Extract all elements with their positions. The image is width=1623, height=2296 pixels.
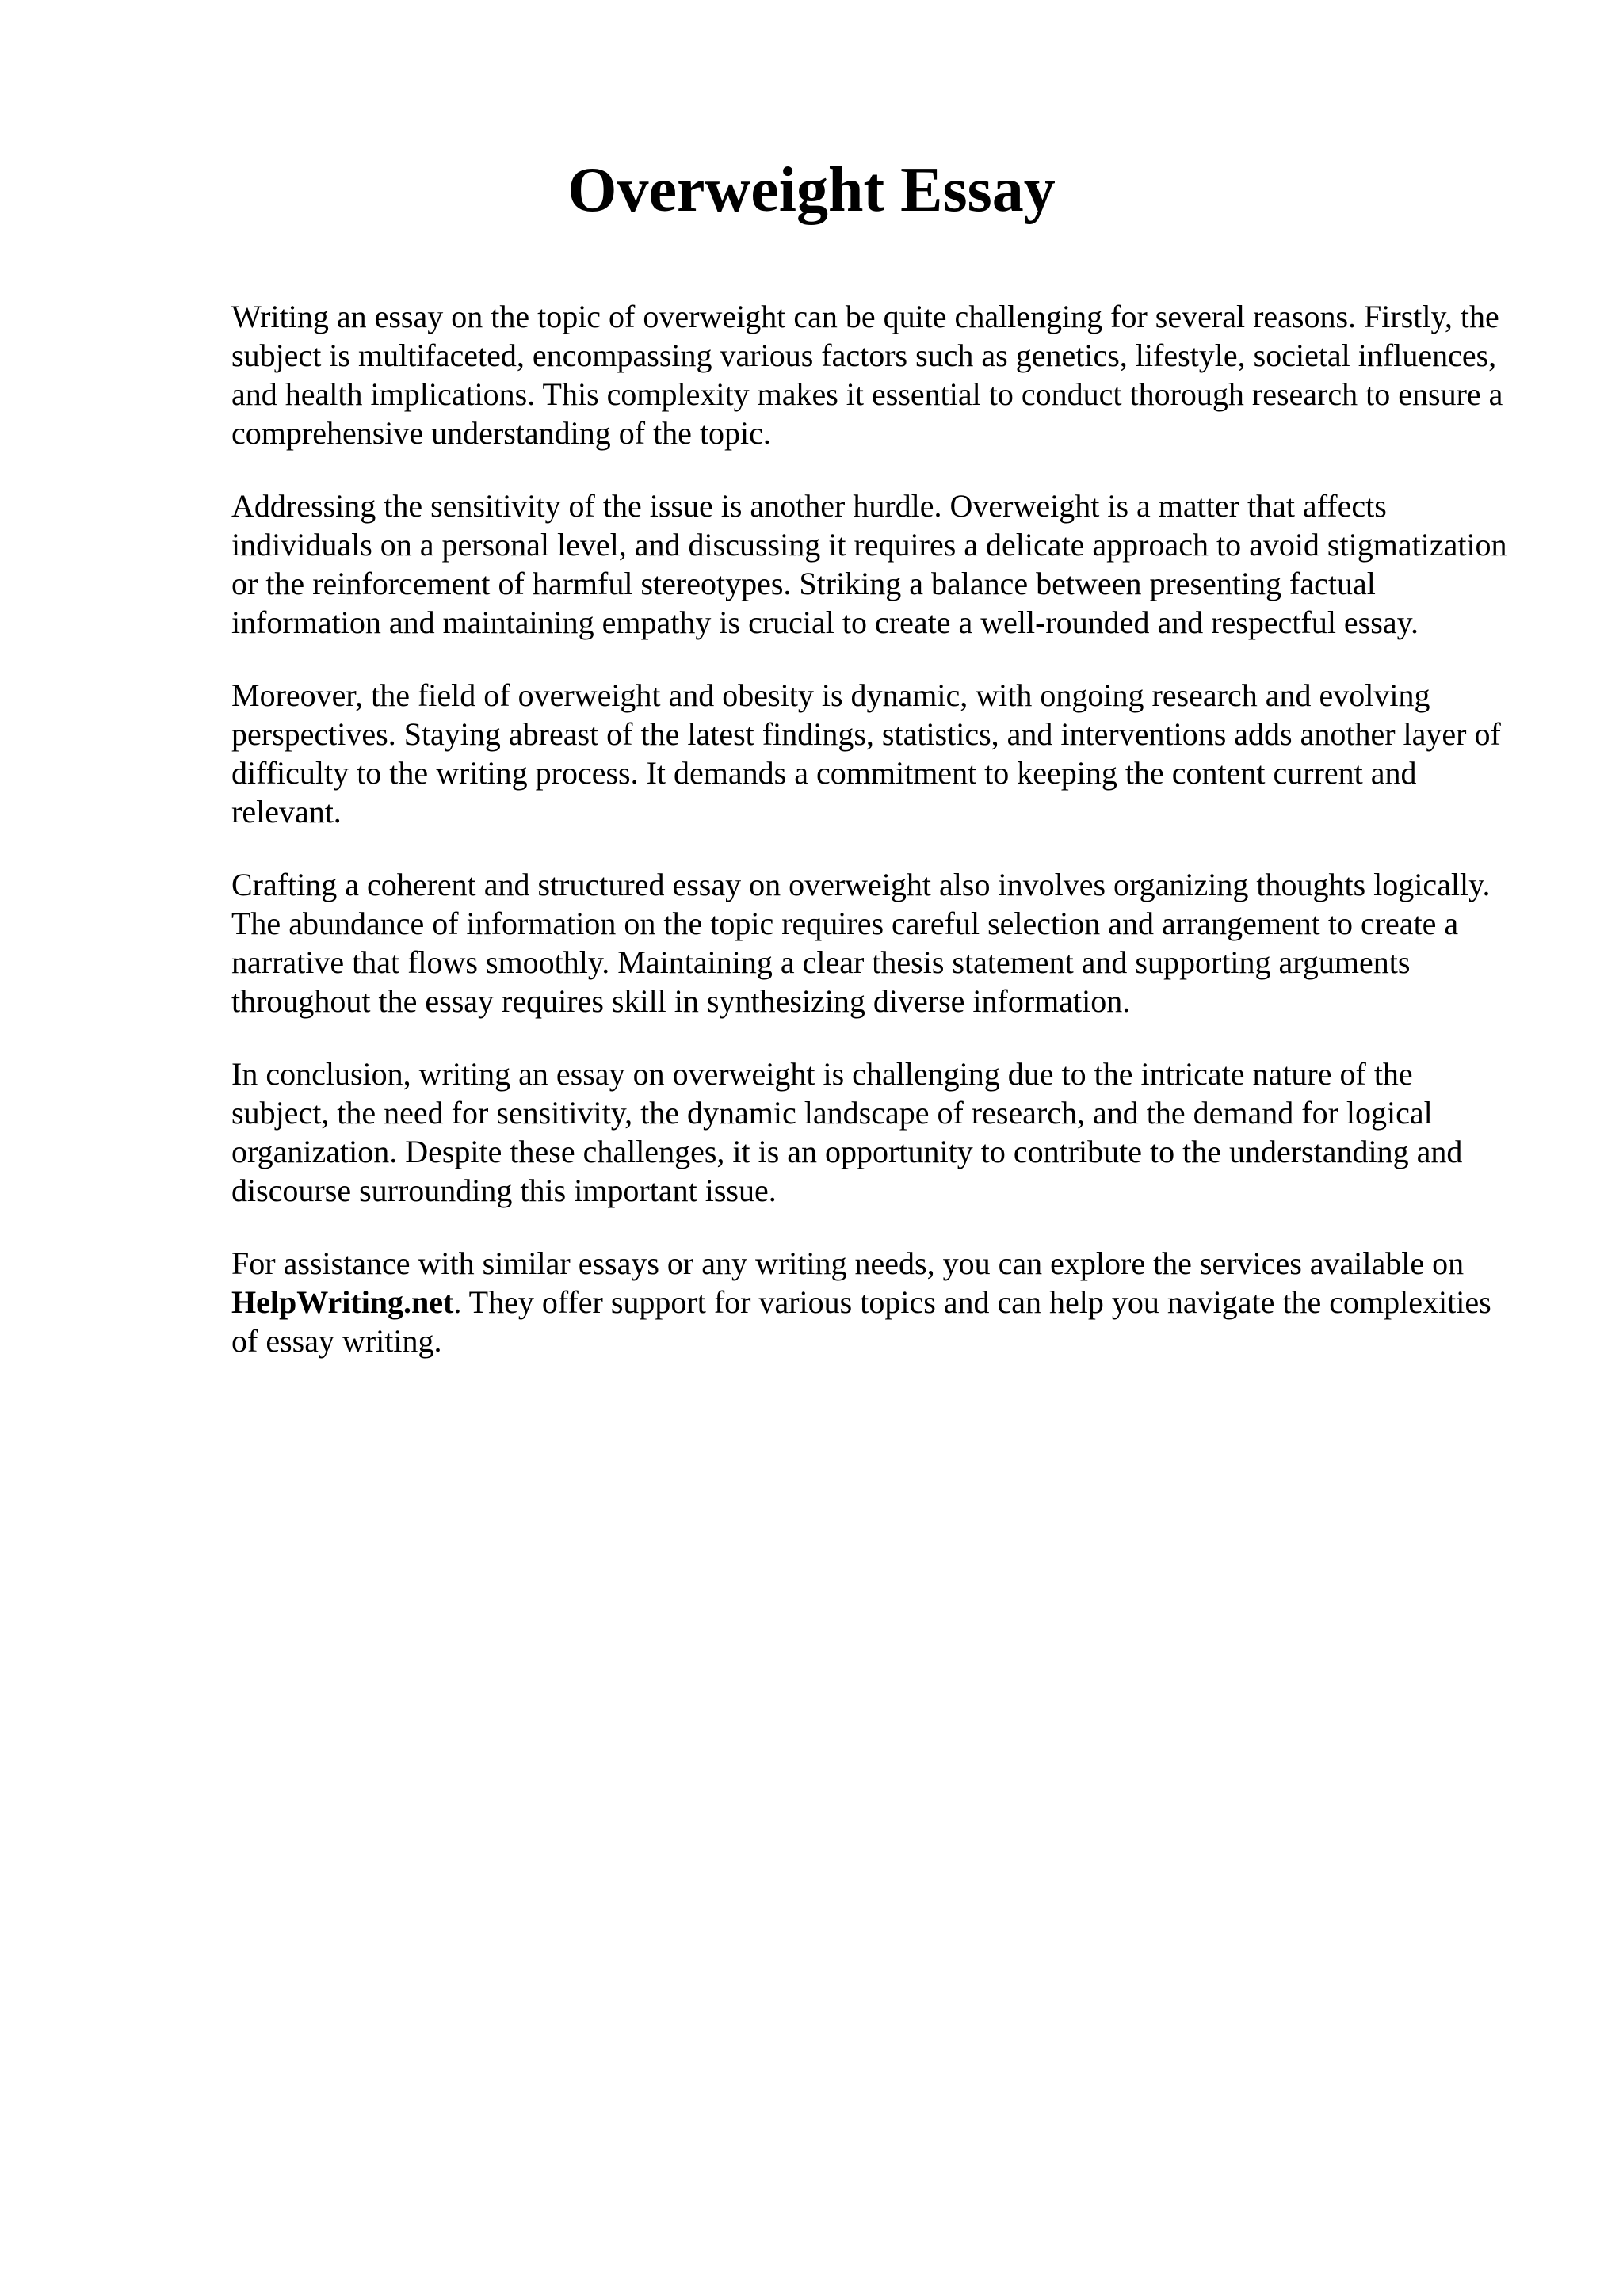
paragraph-1: Writing an essay on the topic of overweight can be quite challenging for several reasons. Firstly, the subject is multifaceted, encompassing various factors such as genetics, lifestyle, societal influences, and health implications. This complexity makes it essential to conduct thorough research to ensure a comprehensive understanding of the topic. <box>231 299 1503 451</box>
closing-text-after: . They offer support for various topics and can help you navigate the complexities of essay writing. <box>231 1284 1491 1359</box>
page-title: Overweight Essay <box>567 155 1056 225</box>
paragraph-4: Crafting a coherent and structured essay on overweight also involves organizing thoughts logically. The abundance of information on the topic requires careful selection and arrangement to create a narrative that flows smoothly. Maintaining a clear thesis statement and supporting arguments throughout the essay requires skill in synthesizing diverse information. <box>231 867 1491 1019</box>
helpwriting-link[interactable]: HelpWriting.net <box>231 1284 454 1320</box>
paragraph-2: Addressing the sensitivity of the issue is another hurdle. Overweight is a matter that affects individuals on a personal level, and discussing it requires a delicate approach to avoid stigmatization or the reinforcement of harmful stereotypes. Striking a balance between presenting factual information and maintaining empathy is crucial to create a well-rounded and respectful essay. <box>231 488 1507 640</box>
closing-paragraph <box>231 1244 1515 1360</box>
closing-text-before: For assistance with similar essays or any writing needs, you can explore the services available on <box>231 1245 1465 1281</box>
essay-body <box>231 297 1515 1394</box>
paragraph-3: Moreover, the field of overweight and obesity is dynamic, with ongoing research and evolving perspectives. Staying abreast of the latest findings, statistics, and interventions adds another layer of difficulty to the writing process. It demands a commitment to keeping the content current and relevant. <box>231 677 1501 830</box>
paragraph-5: In conclusion, writing an essay on overweight is challenging due to the intricate nature of the subject, the need for sensitivity, the dynamic landscape of research, and the demand for logical organization. Despite these challenges, it is an opportunity to contribute to the understanding and discourse surrounding this important issue. <box>231 1056 1463 1208</box>
